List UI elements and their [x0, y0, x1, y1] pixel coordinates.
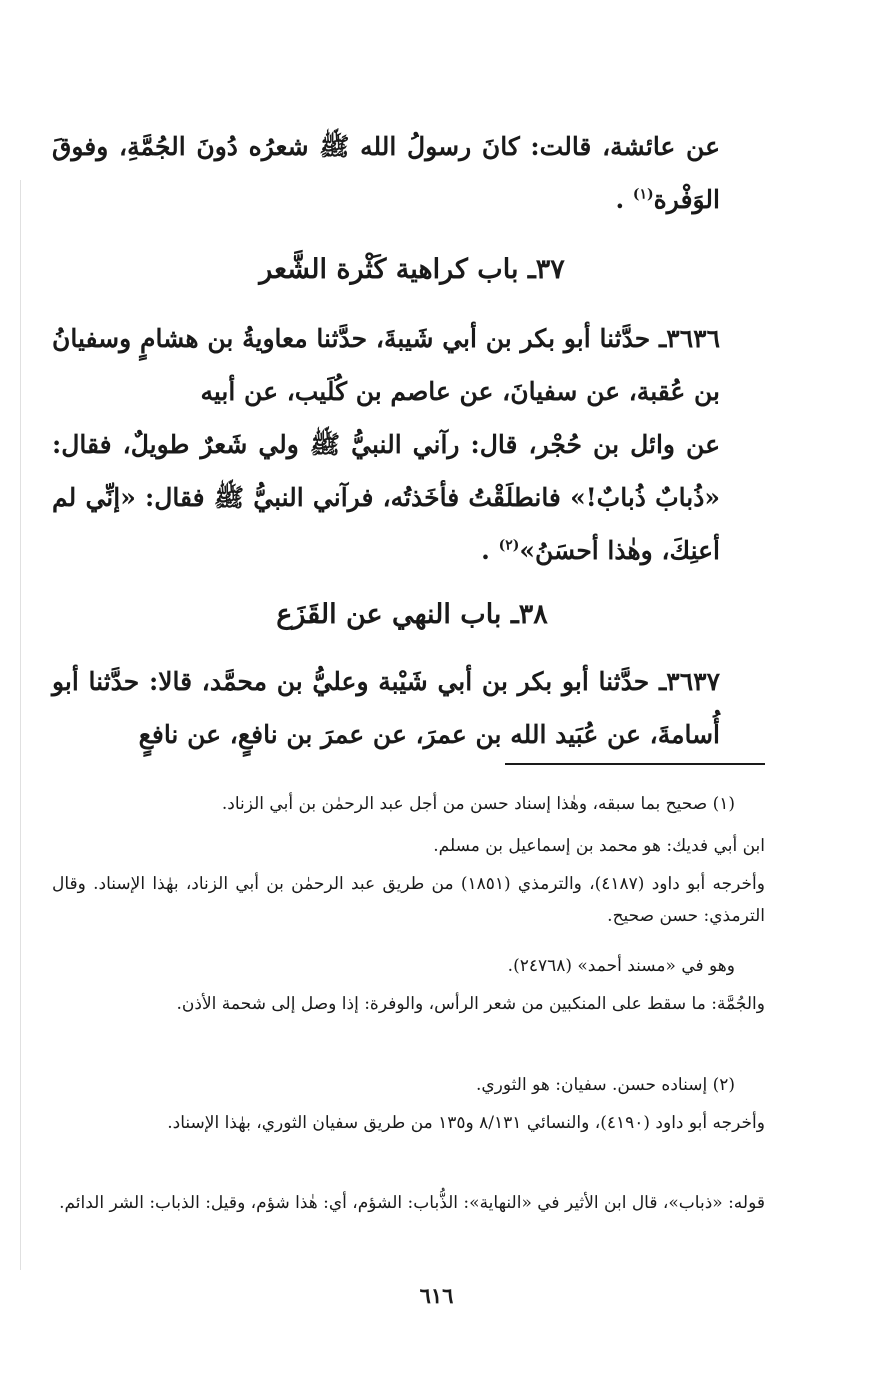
- footnote-1-line-2: ابن أبي فديك: هو محمد بن إسماعيل بن مسلم.: [433, 836, 765, 856]
- paragraph-aisha: [52, 120, 720, 226]
- hadith-3636-matn-text: عن وائل بن حُجْر، قال: رآني النبيُّ ﷺ ولي شَعرٌ طويلٌ، فقال: «ذُبابٌ ذُبابٌ!» فانطلَقْتُ فأخَذتُه، فرآني النبيُّ ﷺ فقال: «إنِّي لم أعنِكَ، وهٰذا أحسَنُ»: [52, 430, 720, 565]
- footnote-1-line-5: والجُمَّة: ما سقط على المنكبين من شعر الرأس، والوفرة: إذا وصل إلى شحمة الأذن.: [176, 994, 765, 1014]
- footnote-2-line-3: قوله: «ذباب»، قال ابن الأثير في «النهاية»: الذُّباب: الشؤم، أي: هٰذا شؤم، وقيل: الذباب: الشر الدائم.: [59, 1193, 765, 1213]
- chapter-heading-38: ٣٨ـ باب النهي عن القَزَع: [276, 599, 548, 630]
- chapter-heading-37: ٣٧ـ باب كراهية كَثْرة الشَّعر: [259, 254, 565, 285]
- hadith-3636-matn-end: .: [481, 536, 490, 565]
- footnote-marker-2[interactable]: (٢): [498, 537, 520, 554]
- page-number: ٦١٦: [419, 1283, 454, 1308]
- footnote-1-line-4: وهو في «مسند أحمد» (٢٤٧٦٨).: [507, 956, 735, 976]
- footnote-separator: [505, 763, 765, 765]
- scan-margin-line: [20, 180, 21, 1270]
- hadith-3636-matn: [52, 418, 720, 577]
- footnote-1-line-1: (١) صحيح بما سبقه، وهٰذا إسناد حسن من أجل عبد الرحمٰن بن أبي الزناد.: [221, 794, 735, 814]
- footnote-1-line-3: وأخرجه أبو داود (٤١٨٧)، والترمذي (١٨٥١) من طريق عبد الرحمٰن بن أبي الزناد، بهٰذا الإسناد. وقال الترمذي: حسن صحيح.: [52, 874, 765, 926]
- paragraph-aisha-text: عن عائشة، قالت: كانَ رسولُ الله ﷺ شعرُه دُونَ الجُمَّةِ، وفوقَ الوَفْرة: [52, 132, 720, 214]
- hadith-3637-isnad: ٣٦٣٧ـ حدَّثنا أبو بكر بن أبي شَيْبة وعليُّ بن محمَّد، قالا: حدَّثنا أبو أُسامةَ، عن عُبَيد الله بن عمرَ، عن عمرَ بن نافعٍ، عن نافعٍ: [52, 667, 720, 749]
- paragraph-aisha-end: .: [615, 185, 625, 214]
- footnote-2-line-2: وأخرجه أبو داود (٤١٩٠)، والنسائي ٨/١٣١ و١٣٥ من طريق سفيان الثوري، بهٰذا الإسناد.: [167, 1113, 765, 1133]
- hadith-3636-isnad: ٣٦٣٦ـ حدَّثنا أبو بكر بن أبي شَيبةَ، حدَّثنا معاويةُ بن هشامٍ وسفيانُ بن عُقبة، عن سفيانَ، عن عاصم بن كُلَيب، عن أبيه: [52, 324, 720, 406]
- footnote-marker-1[interactable]: (١): [632, 186, 654, 203]
- footnote-2-line-1: (٢) إسناده حسن. سفيان: هو الثوري.: [475, 1075, 735, 1095]
